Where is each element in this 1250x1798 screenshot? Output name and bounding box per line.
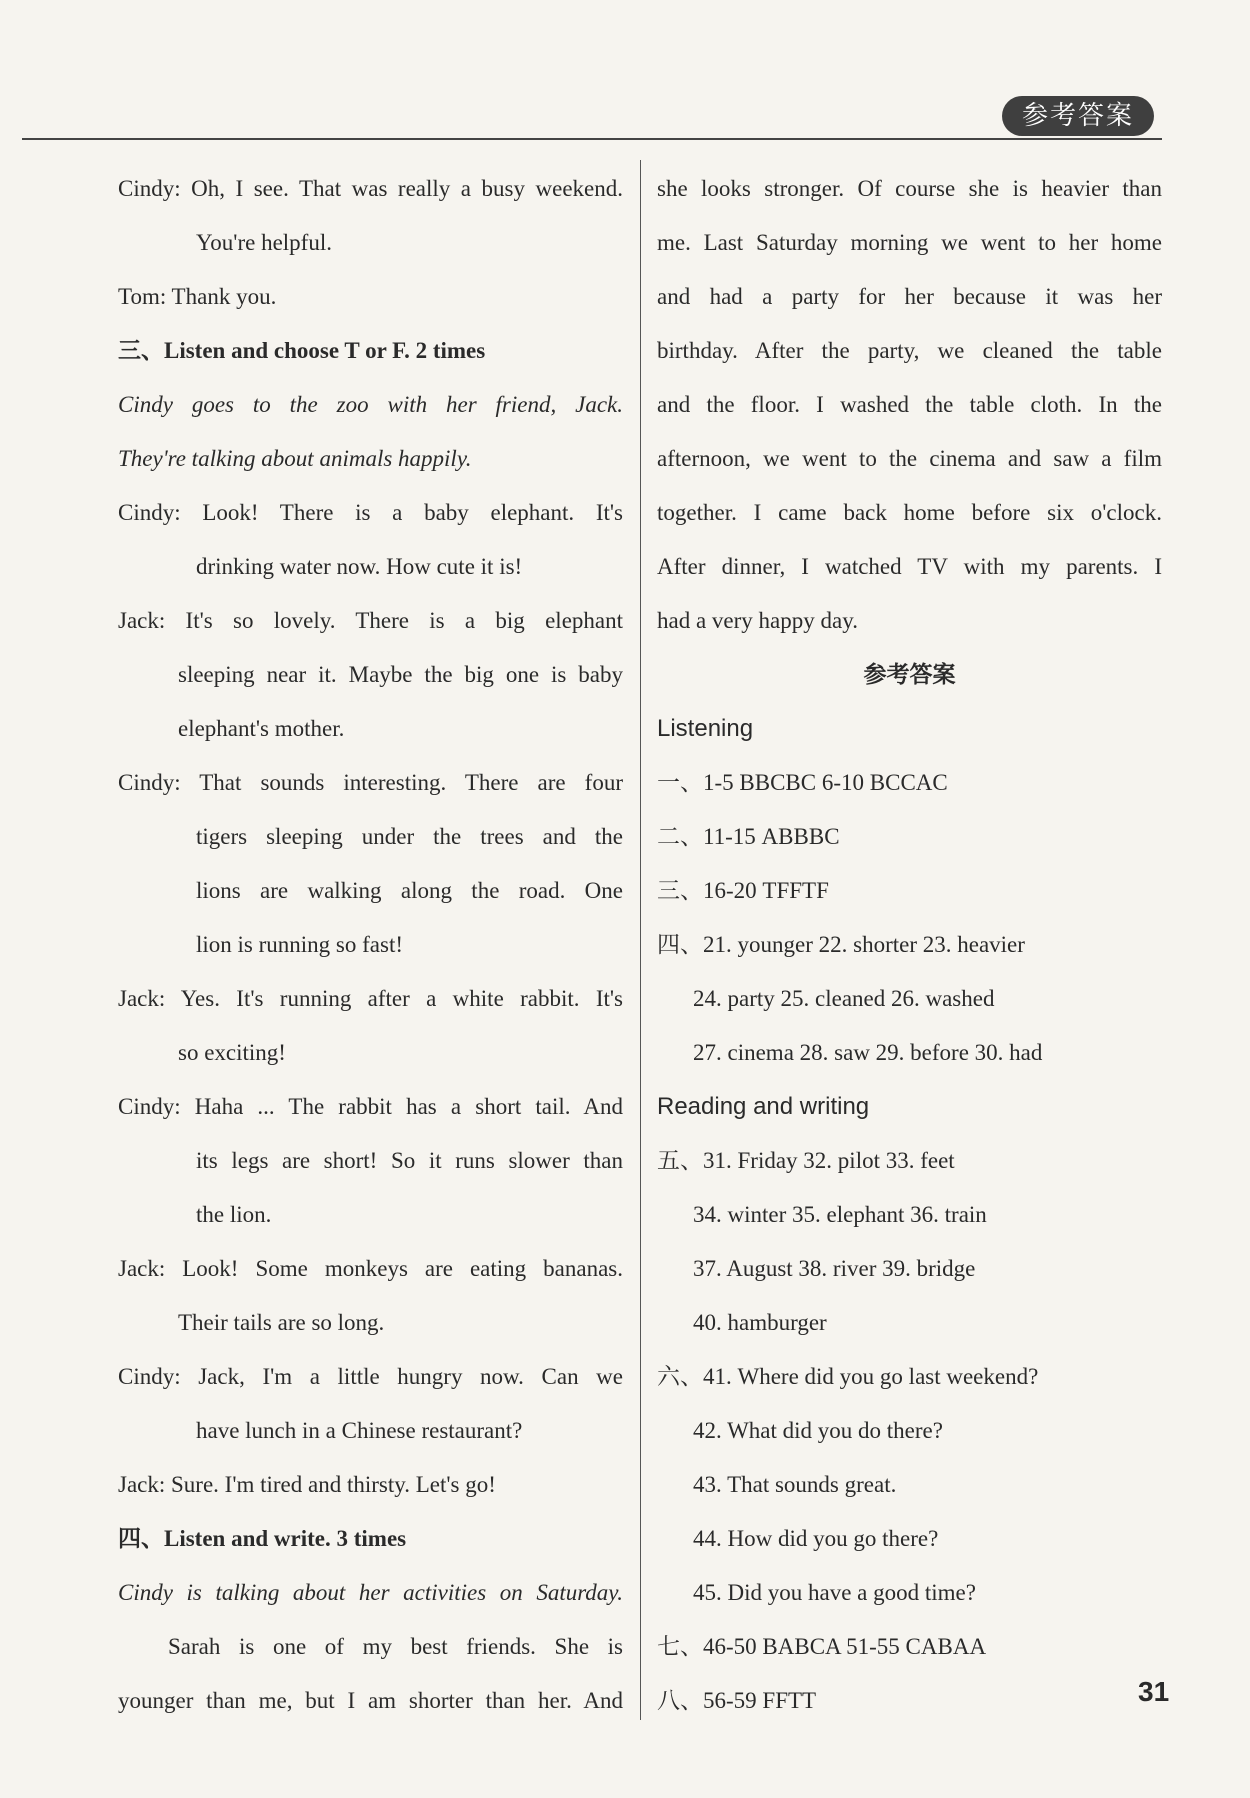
text-line: sleeping near it. Maybe the big one is baby: [178, 662, 623, 687]
text-line: the lion.: [196, 1202, 272, 1227]
text-line: 四、Listen and write. 3 times: [118, 1526, 407, 1551]
text-line: birthday. After the party, we cleaned the table: [657, 338, 1162, 363]
text-line: 40. hamburger: [693, 1310, 827, 1335]
text-line: 42. What did you do there?: [693, 1418, 943, 1443]
header-rule: [22, 138, 1162, 140]
text-line: and the floor. I washed the table cloth. In the: [657, 392, 1162, 417]
text-line: 34. winter 35. elephant 36. train: [693, 1202, 987, 1227]
text-line: 44. How did you go there?: [693, 1526, 939, 1551]
left-column: [118, 162, 623, 1728]
text-line: Cindy: Look! There is a baby elephant. It's: [118, 500, 623, 525]
text-line: They're talking about animals happily.: [118, 446, 472, 471]
text-line: 八、56-59 FFTT: [657, 1688, 817, 1713]
text-line: 24. party 25. cleaned 26. washed: [693, 986, 995, 1011]
header-badge: 参考答案: [1002, 96, 1154, 136]
text-line: 27. cinema 28. saw 29. before 30. had: [693, 1040, 1043, 1065]
text-line: Jack: Yes. It's running after a white rabbit. It's: [118, 986, 623, 1011]
text-line: 一、1-5 BBCBC 6-10 BCCAC: [657, 770, 948, 795]
right-column: [657, 162, 1162, 1728]
text-line: Jack: Sure. I'm tired and thirsty. Let's go!: [118, 1472, 496, 1497]
text-line: Jack: It's so lovely. There is a big elephant: [118, 608, 623, 633]
text-line: me. Last Saturday morning we went to her home: [657, 230, 1162, 255]
text-line: Tom: Thank you.: [118, 284, 277, 309]
text-line: elephant's mother.: [178, 716, 345, 741]
text-line: together. I came back home before six o'clock.: [657, 500, 1162, 525]
text-line: 45. Did you have a good time?: [693, 1580, 976, 1605]
text-line: Cindy: Oh, I see. That was really a busy weekend.: [118, 176, 623, 201]
text-line: 43. That sounds great.: [693, 1472, 897, 1497]
column-divider: [640, 160, 641, 1720]
text-line: younger than me, but I am shorter than her. And: [118, 1688, 623, 1713]
text-line: and had a party for her because it was her: [657, 284, 1162, 309]
text-line: 二、11-15 ABBBC: [657, 824, 840, 849]
text-line: 三、Listen and choose T or F. 2 times: [118, 338, 486, 363]
text-line: Sarah is one of my best friends. She is: [168, 1634, 623, 1659]
text-line: Cindy goes to the zoo with her friend, Jack.: [118, 392, 623, 417]
text-line: Their tails are so long.: [178, 1310, 385, 1335]
text-line: so exciting!: [178, 1040, 286, 1065]
text-line: its legs are short! So it runs slower than: [196, 1148, 623, 1173]
text-line: she looks stronger. Of course she is heavier than: [657, 176, 1162, 201]
text-line: 参考答案: [863, 662, 956, 687]
text-line: You're helpful.: [196, 230, 332, 255]
text-line: drinking water now. How cute it is!: [196, 554, 523, 579]
text-line: Listening: [657, 715, 754, 742]
page-number: 31: [1138, 1676, 1170, 1707]
text-line: 四、21. younger 22. shorter 23. heavier: [657, 932, 1025, 957]
text-line: lion is running so fast!: [196, 932, 403, 957]
text-line: afternoon, we went to the cinema and saw a film: [657, 446, 1162, 471]
text-line: have lunch in a Chinese restaurant?: [196, 1418, 523, 1443]
text-line: 三、16-20 TFFTF: [657, 878, 829, 903]
text-line: Cindy is talking about her activities on Saturday.: [118, 1580, 623, 1605]
text-line: Reading and writing: [657, 1093, 870, 1120]
text-line: 37. August 38. river 39. bridge: [693, 1256, 976, 1281]
text-line: Cindy: Jack, I'm a little hungry now. Can we: [118, 1364, 623, 1389]
text-line: lions are walking along the road. One: [196, 878, 623, 903]
text-line: 七、46-50 BABCA 51-55 CABAA: [657, 1634, 987, 1659]
text-line: Cindy: That sounds interesting. There are four: [118, 770, 623, 795]
text-line: After dinner, I watched TV with my parents. I: [657, 554, 1162, 579]
text-line: had a very happy day.: [657, 608, 858, 633]
text-line: 六、41. Where did you go last weekend?: [657, 1364, 1039, 1389]
text-line: 五、31. Friday 32. pilot 33. feet: [657, 1148, 955, 1173]
text-line: Cindy: Haha ... The rabbit has a short tail. And: [118, 1094, 623, 1119]
text-line: Jack: Look! Some monkeys are eating bananas.: [118, 1256, 623, 1281]
text-line: tigers sleeping under the trees and the: [196, 824, 623, 849]
